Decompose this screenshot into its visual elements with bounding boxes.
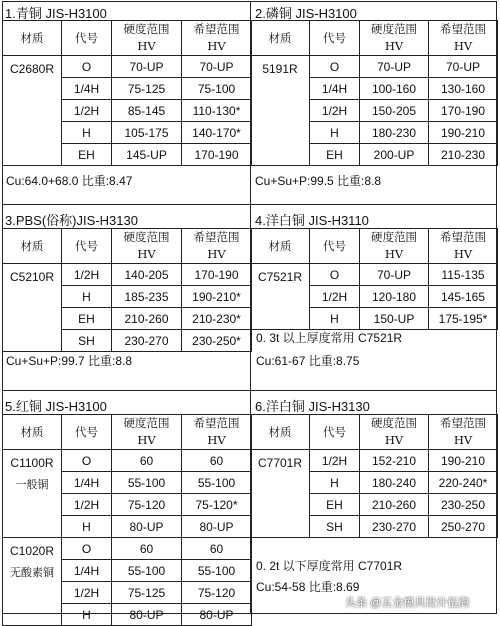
desired-header — [182, 415, 252, 450]
code-header: 代号 — [62, 229, 112, 264]
table-row — [251, 56, 498, 78]
hardness-table — [250, 228, 498, 330]
section-note: 0. 3t 以上厚度常用 C7521R — [256, 331, 403, 345]
hardness-header-unit: HV — [137, 247, 156, 261]
desired-cell: 170-190 — [429, 100, 498, 122]
desired-cell: 230-250 — [429, 494, 498, 516]
header-row — [3, 21, 252, 56]
hardness-cell: 200-UP — [360, 144, 429, 166]
desired-header-label: 希望范围 — [193, 416, 240, 430]
section-note: Cu+Su+P:99.5 比重:8.8 — [255, 174, 382, 188]
material-cell — [3, 450, 62, 538]
material-cell — [3, 538, 62, 626]
hardness-cell: 230-270 — [112, 330, 182, 352]
header-row — [251, 229, 498, 264]
temper-cell: 1/2H — [310, 286, 360, 308]
hardness-cell: 145-UP — [112, 144, 182, 166]
hardness-cell: 55-100 — [112, 560, 182, 582]
desired-cell: 60 — [182, 538, 252, 560]
hardness-cell: 120-180 — [360, 286, 429, 308]
temper-cell: 1/2H — [62, 582, 112, 604]
desired-cell: 75-120 — [182, 582, 252, 604]
watermark: 头条 @五金模具设计伍海 — [345, 597, 470, 609]
code-header: 代号 — [310, 229, 360, 264]
desired-header-unit: HV — [207, 39, 226, 53]
temper-cell: H — [62, 122, 112, 144]
desired-cell: 190-210* — [182, 286, 252, 308]
desired-header — [182, 21, 252, 56]
desired-header — [429, 229, 498, 264]
hardness-header-unit: HV — [137, 433, 156, 447]
material-cell — [251, 56, 310, 166]
temper-cell: EH — [310, 144, 360, 166]
code-header: 代号 — [310, 415, 360, 450]
desired-cell: 145-165 — [429, 286, 498, 308]
hardness-cell: 55-100 — [112, 472, 182, 494]
material-cell — [251, 450, 310, 538]
temper-cell: H — [310, 472, 360, 494]
desired-cell: 210-230 — [429, 144, 498, 166]
table-row — [251, 450, 498, 472]
hardness-cell: 105-175 — [112, 122, 182, 144]
desired-header-unit: HV — [453, 433, 473, 447]
material-code: C7521R — [257, 270, 303, 284]
section-title: 5.红铜 JIS-H3100 — [5, 399, 107, 414]
desired-cell: 140-170* — [182, 122, 252, 144]
temper-cell: SH — [62, 330, 112, 352]
desired-cell: 60 — [182, 450, 252, 472]
hardness-header-label: 硬度范围 — [371, 230, 417, 244]
temper-cell: 1/2H — [310, 100, 360, 122]
desired-header-label: 希望范围 — [440, 230, 486, 244]
temper-cell: H — [62, 516, 112, 538]
desired-cell: 75-100 — [182, 78, 252, 100]
hardness-header-label: 硬度范围 — [123, 416, 170, 430]
code-header: 代号 — [310, 21, 360, 56]
desired-cell: 190-210 — [429, 450, 498, 472]
desired-header — [429, 415, 498, 450]
header-row — [251, 415, 498, 450]
hardness-header — [112, 21, 182, 56]
hardness-cell: 150-205 — [360, 100, 429, 122]
hardness-header-label: 硬度范围 — [371, 22, 417, 36]
temper-cell: 1/4H — [62, 78, 112, 100]
desired-cell: 175-195* — [429, 308, 498, 330]
table-row — [3, 538, 252, 560]
hardness-header — [112, 415, 182, 450]
desired-header — [182, 229, 252, 264]
hardness-table — [2, 228, 252, 352]
section-note: Cu:61-67 比重:8.75 — [256, 354, 360, 368]
temper-cell: EH — [62, 308, 112, 330]
desired-cell: 210-230* — [182, 308, 252, 330]
hardness-cell: 152-210 — [360, 450, 429, 472]
desired-header-label: 希望范围 — [193, 22, 240, 36]
hardness-header-label: 硬度范围 — [371, 416, 417, 430]
hardness-header — [112, 229, 182, 264]
material-header: 材质 — [3, 415, 62, 450]
desired-header-unit: HV — [453, 247, 473, 261]
material-header: 材质 — [251, 415, 310, 450]
hardness-header-unit: HV — [384, 247, 404, 261]
temper-cell: EH — [310, 494, 360, 516]
temper-cell: H — [310, 122, 360, 144]
desired-cell: 230-250* — [182, 330, 252, 352]
hardness-cell: 180-230 — [360, 122, 429, 144]
temper-cell: 1/2H — [62, 100, 112, 122]
code-header: 代号 — [62, 415, 112, 450]
material-code: C2680R — [9, 62, 55, 76]
material-header: 材质 — [3, 21, 62, 56]
hardness-cell: 75-120 — [112, 494, 182, 516]
material-header: 材质 — [251, 229, 310, 264]
header-row — [3, 229, 252, 264]
hardness-cell: 70-UP — [360, 56, 429, 78]
hardness-cell: 60 — [112, 450, 182, 472]
desired-cell: 130-160 — [429, 78, 498, 100]
hardness-table — [2, 414, 252, 626]
material-code: C7701R — [257, 456, 303, 470]
temper-cell: O — [310, 264, 360, 286]
desired-cell: 190-210 — [429, 122, 498, 144]
hardness-table — [2, 20, 252, 166]
hardness-cell: 80-UP — [112, 516, 182, 538]
hardness-cell: 60 — [112, 538, 182, 560]
temper-cell: 1/2H — [62, 264, 112, 286]
hardness-cell: 100-160 — [360, 78, 429, 100]
temper-cell: H — [310, 308, 360, 330]
temper-cell: O — [62, 450, 112, 472]
temper-cell: O — [310, 56, 360, 78]
desired-header-unit: HV — [453, 39, 473, 53]
rule — [2, 204, 497, 205]
hardness-cell: 140-205 — [112, 264, 182, 286]
material-cell — [3, 264, 62, 352]
section-title: 2.磷铜 JIS-H3100 — [255, 6, 357, 21]
desired-header-label: 希望范围 — [440, 22, 486, 36]
rule — [2, 390, 497, 391]
hardness-table — [250, 20, 498, 166]
temper-cell: O — [62, 56, 112, 78]
desired-cell: 80-UP — [182, 604, 252, 626]
material-cell — [251, 264, 310, 330]
section-title: 1.青铜 JIS-H3100 — [5, 6, 107, 21]
hardness-cell: 180-240 — [360, 472, 429, 494]
desired-cell: 55-100 — [182, 472, 252, 494]
code-header: 代号 — [62, 21, 112, 56]
header-row — [3, 415, 252, 450]
section-title: 6.洋白铜 JIS-H3130 — [255, 399, 370, 414]
temper-cell: 1/4H — [62, 472, 112, 494]
hardness-header-label: 硬度范围 — [123, 22, 170, 36]
desired-header-unit: HV — [207, 247, 226, 261]
material-header: 材质 — [251, 21, 310, 56]
desired-cell: 110-130* — [182, 100, 252, 122]
desired-cell: 115-135 — [429, 264, 498, 286]
material-type: 无酸素铜 — [10, 566, 54, 579]
temper-cell: H — [62, 286, 112, 308]
desired-cell: 170-190 — [182, 144, 252, 166]
hardness-header-unit: HV — [384, 39, 404, 53]
temper-cell: EH — [62, 144, 112, 166]
header-row — [251, 21, 498, 56]
section-title: 4.洋白铜 JIS-H3110 — [255, 213, 369, 228]
temper-cell: 1/4H — [310, 78, 360, 100]
hardness-cell: 70-UP — [360, 264, 429, 286]
desired-header-label: 希望范围 — [440, 416, 486, 430]
section-title: 3.PBS(俗称)JIS-H3130 — [5, 213, 138, 228]
material-type: 一般铜 — [15, 478, 49, 491]
material-code: C5210R — [9, 270, 55, 284]
table-row — [251, 264, 498, 286]
material-header: 材质 — [3, 229, 62, 264]
section-note: Cu:64.0+68.0 比重:8.47 — [6, 174, 133, 188]
hardness-header — [360, 21, 429, 56]
hardness-header-unit: HV — [384, 433, 404, 447]
hardness-cell: 210-260 — [112, 308, 182, 330]
table-row — [3, 450, 252, 472]
material-code: C1020R — [9, 544, 55, 558]
hardness-header-label: 硬度范围 — [123, 230, 170, 244]
desired-cell: 70-UP — [182, 56, 252, 78]
material-code: 5191R — [262, 62, 298, 76]
temper-cell: H — [62, 604, 112, 626]
temper-cell: 1/4H — [62, 560, 112, 582]
section-note: Cu+Su+P:99.7 比重:8.8 — [6, 354, 133, 368]
desired-header-unit: HV — [207, 433, 226, 447]
hardness-cell: 75-125 — [112, 78, 182, 100]
desired-cell: 80-UP — [182, 516, 252, 538]
hardness-cell: 75-125 — [112, 582, 182, 604]
table-row — [3, 264, 252, 286]
hardness-cell: 150-UP — [360, 308, 429, 330]
hardness-header — [360, 229, 429, 264]
desired-cell: 250-270 — [429, 516, 498, 538]
hardness-cell: 210-260 — [360, 494, 429, 516]
desired-header — [429, 21, 498, 56]
hardness-cell: 185-235 — [112, 286, 182, 308]
hardness-cell: 85-145 — [112, 100, 182, 122]
hardness-header — [360, 415, 429, 450]
hardness-table — [250, 414, 498, 538]
desired-cell: 170-190 — [182, 264, 252, 286]
section-note: Cu:54-58 比重:8.69 — [256, 580, 360, 594]
desired-cell: 220-240* — [429, 472, 498, 494]
desired-cell: 55-100 — [182, 560, 252, 582]
desired-cell: 75-120* — [182, 494, 252, 516]
hardness-cell: 70-UP — [112, 56, 182, 78]
hardness-cell: 80-UP — [112, 604, 182, 626]
temper-cell: 1/2H — [62, 494, 112, 516]
material-code: C1100R — [10, 456, 54, 470]
section-note: 0. 2t 以下厚度常用 C7701R — [256, 559, 403, 573]
hardness-header-unit: HV — [137, 39, 156, 53]
hardness-cell: 230-270 — [360, 516, 429, 538]
material-cell — [3, 56, 62, 166]
temper-cell: SH — [310, 516, 360, 538]
temper-cell: O — [62, 538, 112, 560]
desired-cell: 70-UP — [429, 56, 498, 78]
temper-cell: 1/2H — [310, 450, 360, 472]
table-row — [3, 56, 252, 78]
desired-header-label: 希望范围 — [193, 230, 240, 244]
